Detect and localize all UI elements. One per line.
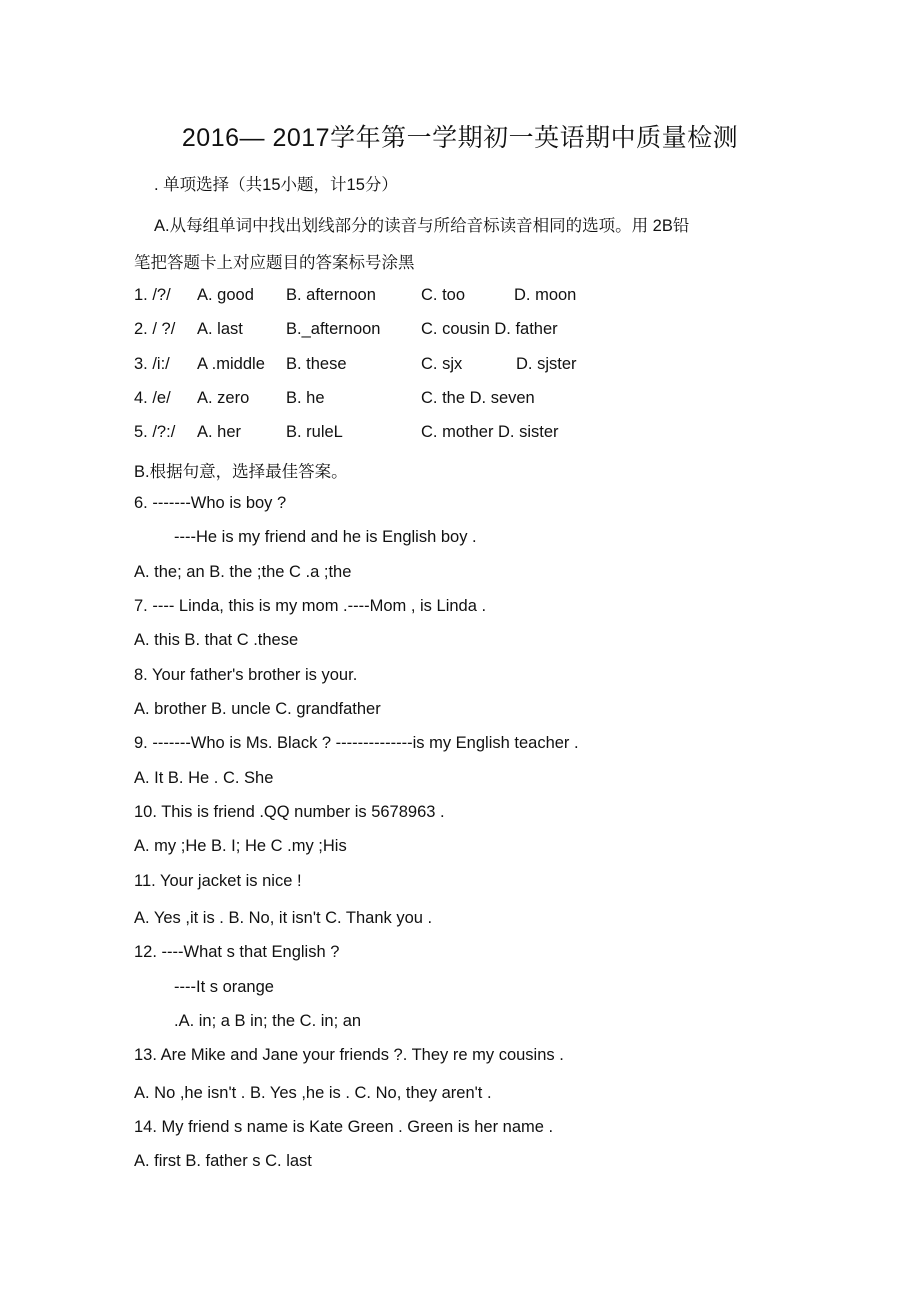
question-number: 2. / ?/ [134,320,176,338]
question-line: 9. -------Who is Ms. Black ? --------------is my English teacher . [134,734,579,752]
options-line: A. No ,he isn't . B. Yes ,he is . C. No, they aren't . [134,1084,492,1102]
options-line: .A. in; a B in; the C. in; an [174,1012,362,1030]
option-c: C. too [421,286,466,304]
option-a: A .middle [197,355,265,373]
option-b: B._afternoon [286,320,381,338]
part-a-instruction-line2: 笔把答题卡上对应题目的答案标号涂黑 [134,254,415,272]
options-line: A. It B. He . C. She [134,769,274,787]
question-number: 4. /e/ [134,389,171,407]
option-c: C. cousin D. father [421,320,558,338]
option-a: A. good [197,286,254,304]
part-a-instruction-line1: A.从每组单词中找出划线部分的读音与所给音标读音相同的选项。用 2B铅 [154,217,690,235]
question-line: 14. My friend s name is Kate Green . Green is her name . [134,1118,554,1136]
option-c: C. the D. seven [421,389,535,407]
options-line: A. brother B. uncle C. grandfather [134,700,381,718]
question-line: 13. Are Mike and Jane your friends ?. They re my cousins . [134,1046,564,1064]
question-line: 11. Your jacket is nice ! [134,872,302,890]
option-b: B. ruleL [286,423,343,441]
option-c: C. sjx [421,355,463,373]
question-number: 5. /?:/ [134,423,176,441]
options-line: A. this B. that C .these [134,631,299,649]
question-number: 3. /i:/ [134,355,170,373]
question-line: 7. ---- Linda, this is my mom .----Mom , is Linda . [134,597,487,615]
option-b: B. he [286,389,325,407]
option-b: B. afternoon [286,286,376,304]
option-d: D. sjster [516,355,577,373]
option-a: A. zero [197,389,250,407]
options-line: A. first B. father s C. last [134,1152,312,1170]
answer-line: ----It s orange [174,978,274,996]
option-c: C. mother D. sister [421,423,559,441]
option-d: D. moon [514,286,577,304]
section-heading: . 单项选择（共15小题，计15分） [154,176,398,194]
option-a: A. her [197,423,242,441]
answer-line: ----He is my friend and he is English boy . [174,528,477,546]
question-number: 1. /?/ [134,286,171,304]
question-line: 8. Your father's brother is your. [134,666,358,684]
part-b-instruction: B.根据句意，选择最佳答案。 [134,463,348,481]
option-b: B. these [286,355,347,373]
options-line: A. the; an B. the ;the C .a ;the [134,563,352,581]
option-a: A. last [197,320,243,338]
question-line: 12. ----What s that English ? [134,943,340,961]
options-line: A. my ;He B. I; He C .my ;His [134,837,347,855]
question-line: 10. This is friend .QQ number is 5678963 . [134,803,445,821]
exam-title: 2016— 2017学年第一学期初一英语期中质量检测 [181,124,739,152]
question-line: 6. -------Who is boy ? [134,494,287,512]
options-line: A. Yes ,it is . B. No, it isn't C. Thank you . [134,909,433,927]
